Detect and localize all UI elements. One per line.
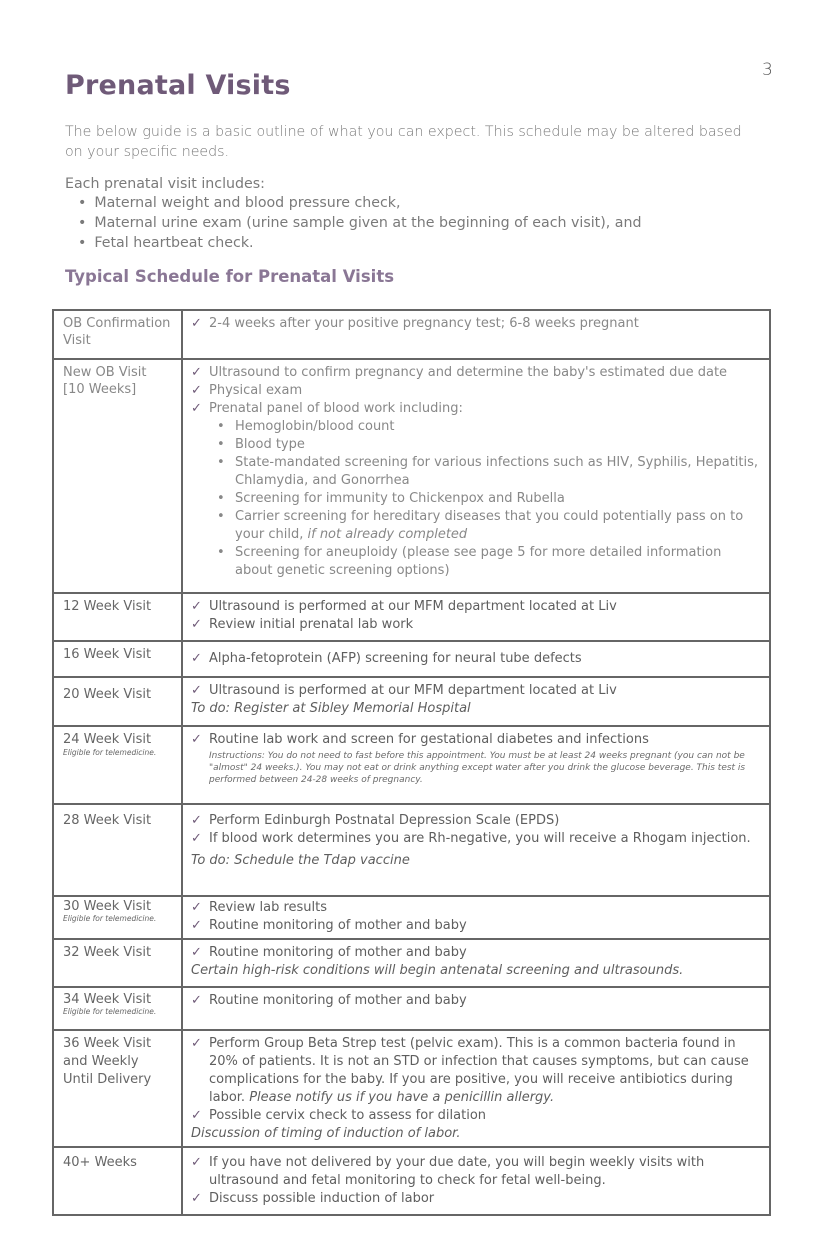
table-row	[54, 803, 769, 895]
sub-item: Blood type	[235, 437, 305, 452]
intro-paragraph: The below guide is a basic outline of what you can expect. This schedule may be altered based on your specific needs.	[65, 124, 742, 160]
table-row	[54, 358, 769, 592]
italic-note: Please notify us if you have a penicillin allergy.	[249, 1090, 555, 1105]
todo-note: Certain high-risk conditions will begin antenatal screening and ultrasounds.	[191, 963, 684, 978]
table-row	[54, 895, 769, 938]
detail-cell	[183, 360, 769, 592]
check-icon: ✓	[191, 651, 202, 666]
bullet-icon: •	[217, 545, 225, 560]
visit-cell	[54, 897, 183, 938]
todo-note: To do: Schedule the Tdap vaccine	[191, 853, 410, 868]
italic-note: if not already completed	[307, 527, 468, 542]
bullet-icon: •	[217, 437, 225, 452]
includes-item: • Maternal urine exam (urine sample given at the beginning of each visit), and	[78, 213, 641, 233]
visit-cell	[54, 988, 183, 1029]
visit-name: 30 Week Visit	[63, 899, 152, 914]
check-icon: ✓	[191, 683, 202, 698]
detail-item: Routine monitoring of mother and baby	[209, 918, 467, 933]
sub-item: Screening for immunity to Chickenpox and Rubella	[235, 491, 565, 506]
check-icon: ✓	[191, 1036, 202, 1051]
visit-name: 24 Week Visit	[63, 732, 152, 747]
visit-name: New OB Visit [10 Weeks]	[63, 365, 147, 397]
table-row	[54, 938, 769, 986]
visit-name: 34 Week Visit	[63, 992, 152, 1007]
check-icon: ✓	[191, 1191, 202, 1206]
table-row	[54, 1029, 769, 1146]
detail-item: Routine monitoring of mother and baby	[209, 945, 467, 960]
bullet-icon: •	[217, 455, 225, 470]
visit-name: 32 Week Visit	[63, 945, 152, 960]
check-icon: ✓	[191, 993, 202, 1008]
detail-cell	[183, 988, 769, 1029]
visit-name: 28 Week Visit	[63, 813, 152, 828]
detail-cell	[183, 805, 769, 895]
includes-item: • Fetal heartbeat check.	[78, 233, 641, 253]
visit-cell	[54, 940, 183, 986]
todo-note: To do: Register at Sibley Memorial Hospital	[191, 701, 471, 716]
detail-item: Ultrasound is performed at our MFM department located at Liv	[209, 683, 617, 698]
check-icon: ✓	[191, 1155, 202, 1170]
table-row	[54, 676, 769, 725]
detail-cell	[183, 311, 769, 358]
check-icon: ✓	[191, 813, 202, 828]
table-row	[54, 725, 769, 803]
visit-cell	[54, 727, 183, 803]
detail-item: 2-4 weeks after your positive pregnancy test; 6-8 weeks pregnant	[209, 316, 639, 331]
todo-note: Discussion of timing of induction of labor.	[191, 1126, 461, 1141]
check-icon: ✓	[191, 732, 202, 747]
check-icon: ✓	[191, 365, 202, 380]
telemedicine-note: Eligible for telemedicine.	[63, 748, 157, 757]
detail-cell	[183, 1148, 769, 1214]
check-icon: ✓	[191, 831, 202, 846]
table-row	[54, 640, 769, 676]
telemedicine-note: Eligible for telemedicine.	[63, 914, 157, 923]
telemedicine-note: Eligible for telemedicine.	[63, 1007, 157, 1016]
detail-cell	[183, 1031, 769, 1146]
instructions-note: Instructions: You do not need to fast before this appointment. You must be at least 24 weeks pregnant (you can not be "almost" 24 weeks.). You may not eat or drink anything except water after you drink the glucose beverage. This test is performed between 24-28 weeks of pregnancy.	[209, 751, 746, 785]
visit-cell	[54, 360, 183, 592]
bullet-icon: •	[217, 491, 225, 506]
detail-cell	[183, 940, 769, 986]
includes-list	[78, 193, 641, 253]
table-row	[54, 592, 769, 640]
visit-cell	[54, 1031, 183, 1146]
check-icon: ✓	[191, 900, 202, 915]
visit-cell	[54, 642, 183, 676]
check-icon: ✓	[191, 918, 202, 933]
check-icon: ✓	[191, 945, 202, 960]
detail-item: Perform Edinburgh Postnatal Depression Scale (EPDS)	[209, 813, 560, 828]
section-title: Typical Schedule for Prenatal Visits	[65, 267, 395, 286]
detail-cell	[183, 897, 769, 938]
detail-item: Prenatal panel of blood work including:	[209, 401, 463, 416]
detail-item: Physical exam	[209, 383, 303, 398]
visit-name: 20 Week Visit	[63, 687, 152, 702]
visit-name: 40+ Weeks	[63, 1155, 137, 1170]
detail-cell	[183, 642, 769, 676]
bullet-icon: •	[217, 419, 225, 434]
detail-item: Routine monitoring of mother and baby	[209, 993, 467, 1008]
detail-item: If blood work determines you are Rh-negative, you will receive a Rhogam injection.	[209, 831, 751, 846]
detail-item: If you have not delivered by your due date, you will begin weekly visits with ultrasound and fetal monitoring to check for fetal well-being.	[209, 1155, 705, 1188]
includes-item: • Maternal weight and blood pressure check,	[78, 193, 641, 213]
visit-name: OB Confirmation Visit	[63, 316, 171, 348]
page-number: 3	[762, 60, 773, 80]
bullet-icon: •	[217, 509, 225, 524]
blood-work-list	[191, 418, 761, 580]
detail-cell	[183, 678, 769, 725]
check-icon: ✓	[191, 401, 202, 416]
visit-cell	[54, 594, 183, 640]
detail-item: Possible cervix check to assess for dilation	[209, 1108, 487, 1123]
check-icon: ✓	[191, 316, 202, 331]
check-icon: ✓	[191, 617, 202, 632]
detail-cell	[183, 594, 769, 640]
detail-item: Discuss possible induction of labor	[209, 1191, 435, 1206]
detail-item: Ultrasound to confirm pregnancy and determine the baby's estimated due date	[209, 365, 728, 380]
check-icon: ✓	[191, 1108, 202, 1123]
detail-item: Review initial prenatal lab work	[209, 617, 414, 632]
sub-item: State-mandated screening for various infections such as HIV, Syphilis, Hepatitis, Chlamydia, and Gonorrhea	[235, 455, 759, 488]
table-row	[54, 986, 769, 1029]
visit-cell	[54, 805, 183, 895]
visit-cell	[54, 678, 183, 725]
sub-item: Carrier screening for hereditary diseases that you could potentially pass on to your child, if not already completed	[235, 509, 744, 542]
detail-item: Perform Group Beta Strep test (pelvic exam). This is a common bacteria found in 20% of patients. It is not an STD or infection that causes symptoms, but can cause complications for the baby. If you are positive, you will receive antibiotics during labor. Please notify us if you have a penicillin allergy.	[209, 1036, 749, 1105]
visit-name: 36 Week Visit and Weekly Until Delivery	[63, 1036, 152, 1087]
detail-item: Review lab results	[209, 900, 328, 915]
detail-item: Routine lab work and screen for gestational diabetes and infections	[209, 732, 649, 747]
visit-cell	[54, 1148, 183, 1214]
detail-item: Ultrasound is performed at our MFM department located at Liv	[209, 599, 617, 614]
visit-name: 12 Week Visit	[63, 599, 152, 614]
detail-cell	[183, 727, 769, 803]
visit-name: 16 Week Visit	[63, 647, 152, 662]
check-icon: ✓	[191, 383, 202, 398]
sub-item: Hemoglobin/blood count	[235, 419, 395, 434]
schedule-table	[52, 309, 771, 1216]
check-icon: ✓	[191, 599, 202, 614]
visit-cell	[54, 311, 183, 358]
table-row	[54, 311, 769, 358]
table-row	[54, 1146, 769, 1214]
page-title: Prenatal Visits	[65, 70, 291, 101]
detail-item: Alpha-fetoprotein (AFP) screening for neural tube defects	[209, 651, 582, 666]
includes-label: Each prenatal visit includes:	[65, 176, 265, 192]
sub-item: Screening for aneuploidy (please see page 5 for more detailed information about genetic screening options)	[235, 545, 722, 578]
